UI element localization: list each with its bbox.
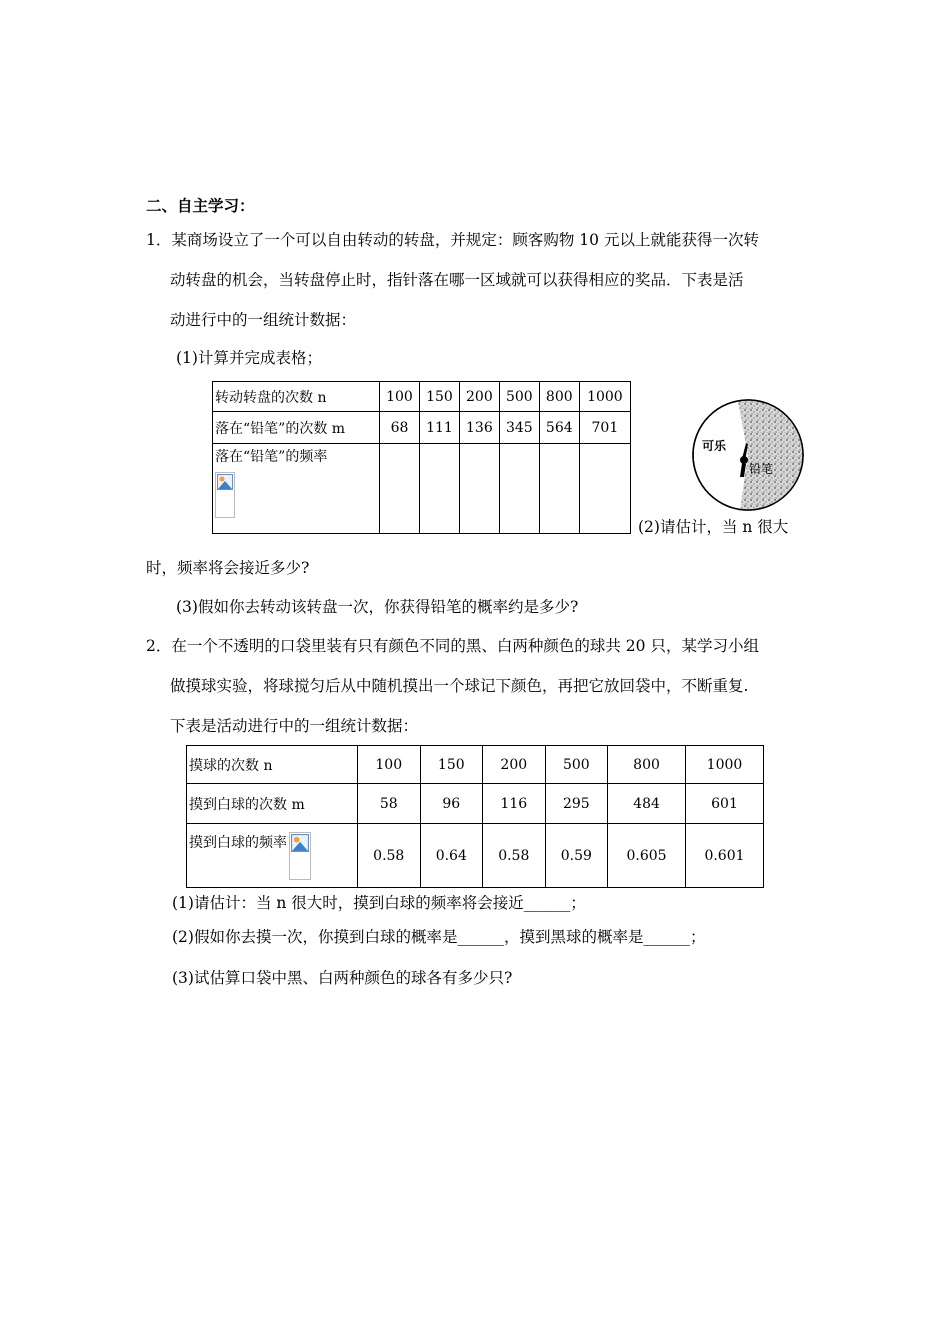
row-label: 摸到白球的频率 [189,834,287,851]
q2-line3: 下表是活动进行中的一组统计数据： [170,717,419,735]
table-cell: 0.64 [420,824,483,888]
table-cell: 0.59 [545,824,608,888]
table-cell: 0.605 [608,824,686,888]
spinner-label-cola: 可乐 [702,439,727,453]
table-row [213,382,631,412]
table-cell [539,444,579,534]
table-cell: 58 [358,784,421,824]
q2-sub1: (1)请估计：当 n 很大时，摸到白球的频率将会接近______； [172,894,586,912]
q1-sub1: (1)计算并完成表格； [176,349,322,367]
table-cell: 500 [545,746,608,784]
table-row [187,784,764,824]
table-row [213,412,631,444]
table-cell: 200 [459,382,499,412]
table-cell: 150 [419,382,459,412]
table-cell: 100 [358,746,421,784]
q2-line2: 做摸球实验，将球搅匀后从中随机摸出一个球记下颜色，再把它放回袋中，不断重复. [170,677,749,695]
table-cell: 800 [608,746,686,784]
section-heading: 二、自主学习： [146,196,255,215]
table-cell: 68 [380,412,420,444]
q2-line1: 2．在一个不透明的口袋里装有只有颜色不同的黑、白两种颜色的球共 20 只，某学习小组 [146,637,759,655]
table-cell: 484 [608,784,686,824]
spinner-label-pencil: 铅笔 [749,462,774,476]
table-row [187,824,764,888]
table-cell: 116 [483,784,546,824]
table-row [187,746,764,784]
broken-image-icon [289,832,311,880]
table-cell: 0.58 [358,824,421,888]
q1-line1: 1．某商场设立了一个可以自由转动的转盘，并规定：顾客购物 10 元以上就能获得一次转 [146,231,759,249]
table-cell: 200 [483,746,546,784]
row-label: 落在“铅笔”的次数 m [213,412,380,444]
q1-sub2-part1: (2)请估计，当 n 很大 [638,518,789,536]
table-cell [419,444,459,534]
table-cell: 111 [419,412,459,444]
table-cell: 800 [539,382,579,412]
table-cell: 0.601 [686,824,764,888]
ball-data-table [186,745,764,888]
row-label: 摸到白球的次数 m [187,784,358,824]
table-cell: 100 [380,382,420,412]
table-cell [459,444,499,534]
q1-line3: 动进行中的一组统计数据： [170,311,357,329]
row-label: 落在“铅笔”的频率 [215,449,328,465]
table-cell: 601 [686,784,764,824]
spinner-data-table [212,381,631,534]
table-cell: 1000 [579,382,630,412]
table-cell [499,444,539,534]
q2-sub3: (3)试估算口袋中黑、白两种颜色的球各有多少只? [172,969,513,987]
row-label: 转动转盘的次数 n [213,382,380,412]
q1-sub3: (3)假如你去转动该转盘一次，你获得铅笔的概率约是多少? [176,598,579,616]
q1-line2: 动转盘的机会，当转盘停止时，指针落在哪一区域就可以获得相应的奖品．下表是活 [170,271,744,289]
row-label: 摸球的次数 n [187,746,358,784]
table-cell: 345 [499,412,539,444]
spinner-wheel-illustration [690,397,806,513]
row-label-cell [213,444,380,534]
table-cell: 0.58 [483,824,546,888]
table-cell: 295 [545,784,608,824]
table-cell: 136 [459,412,499,444]
q1-sub2-part2: 时，频率将会接近多少? [146,559,310,577]
table-cell: 701 [579,412,630,444]
table-cell [380,444,420,534]
broken-image-icon [215,472,235,518]
table-cell [579,444,630,534]
table-row [213,444,631,534]
table-cell: 96 [420,784,483,824]
table-cell: 500 [499,382,539,412]
row-label-cell [187,824,358,888]
q2-sub2: (2)假如你去摸一次，你摸到白球的概率是______，摸到黑球的概率是______； [172,928,706,946]
table-cell: 564 [539,412,579,444]
table-cell: 150 [420,746,483,784]
table-cell: 1000 [686,746,764,784]
